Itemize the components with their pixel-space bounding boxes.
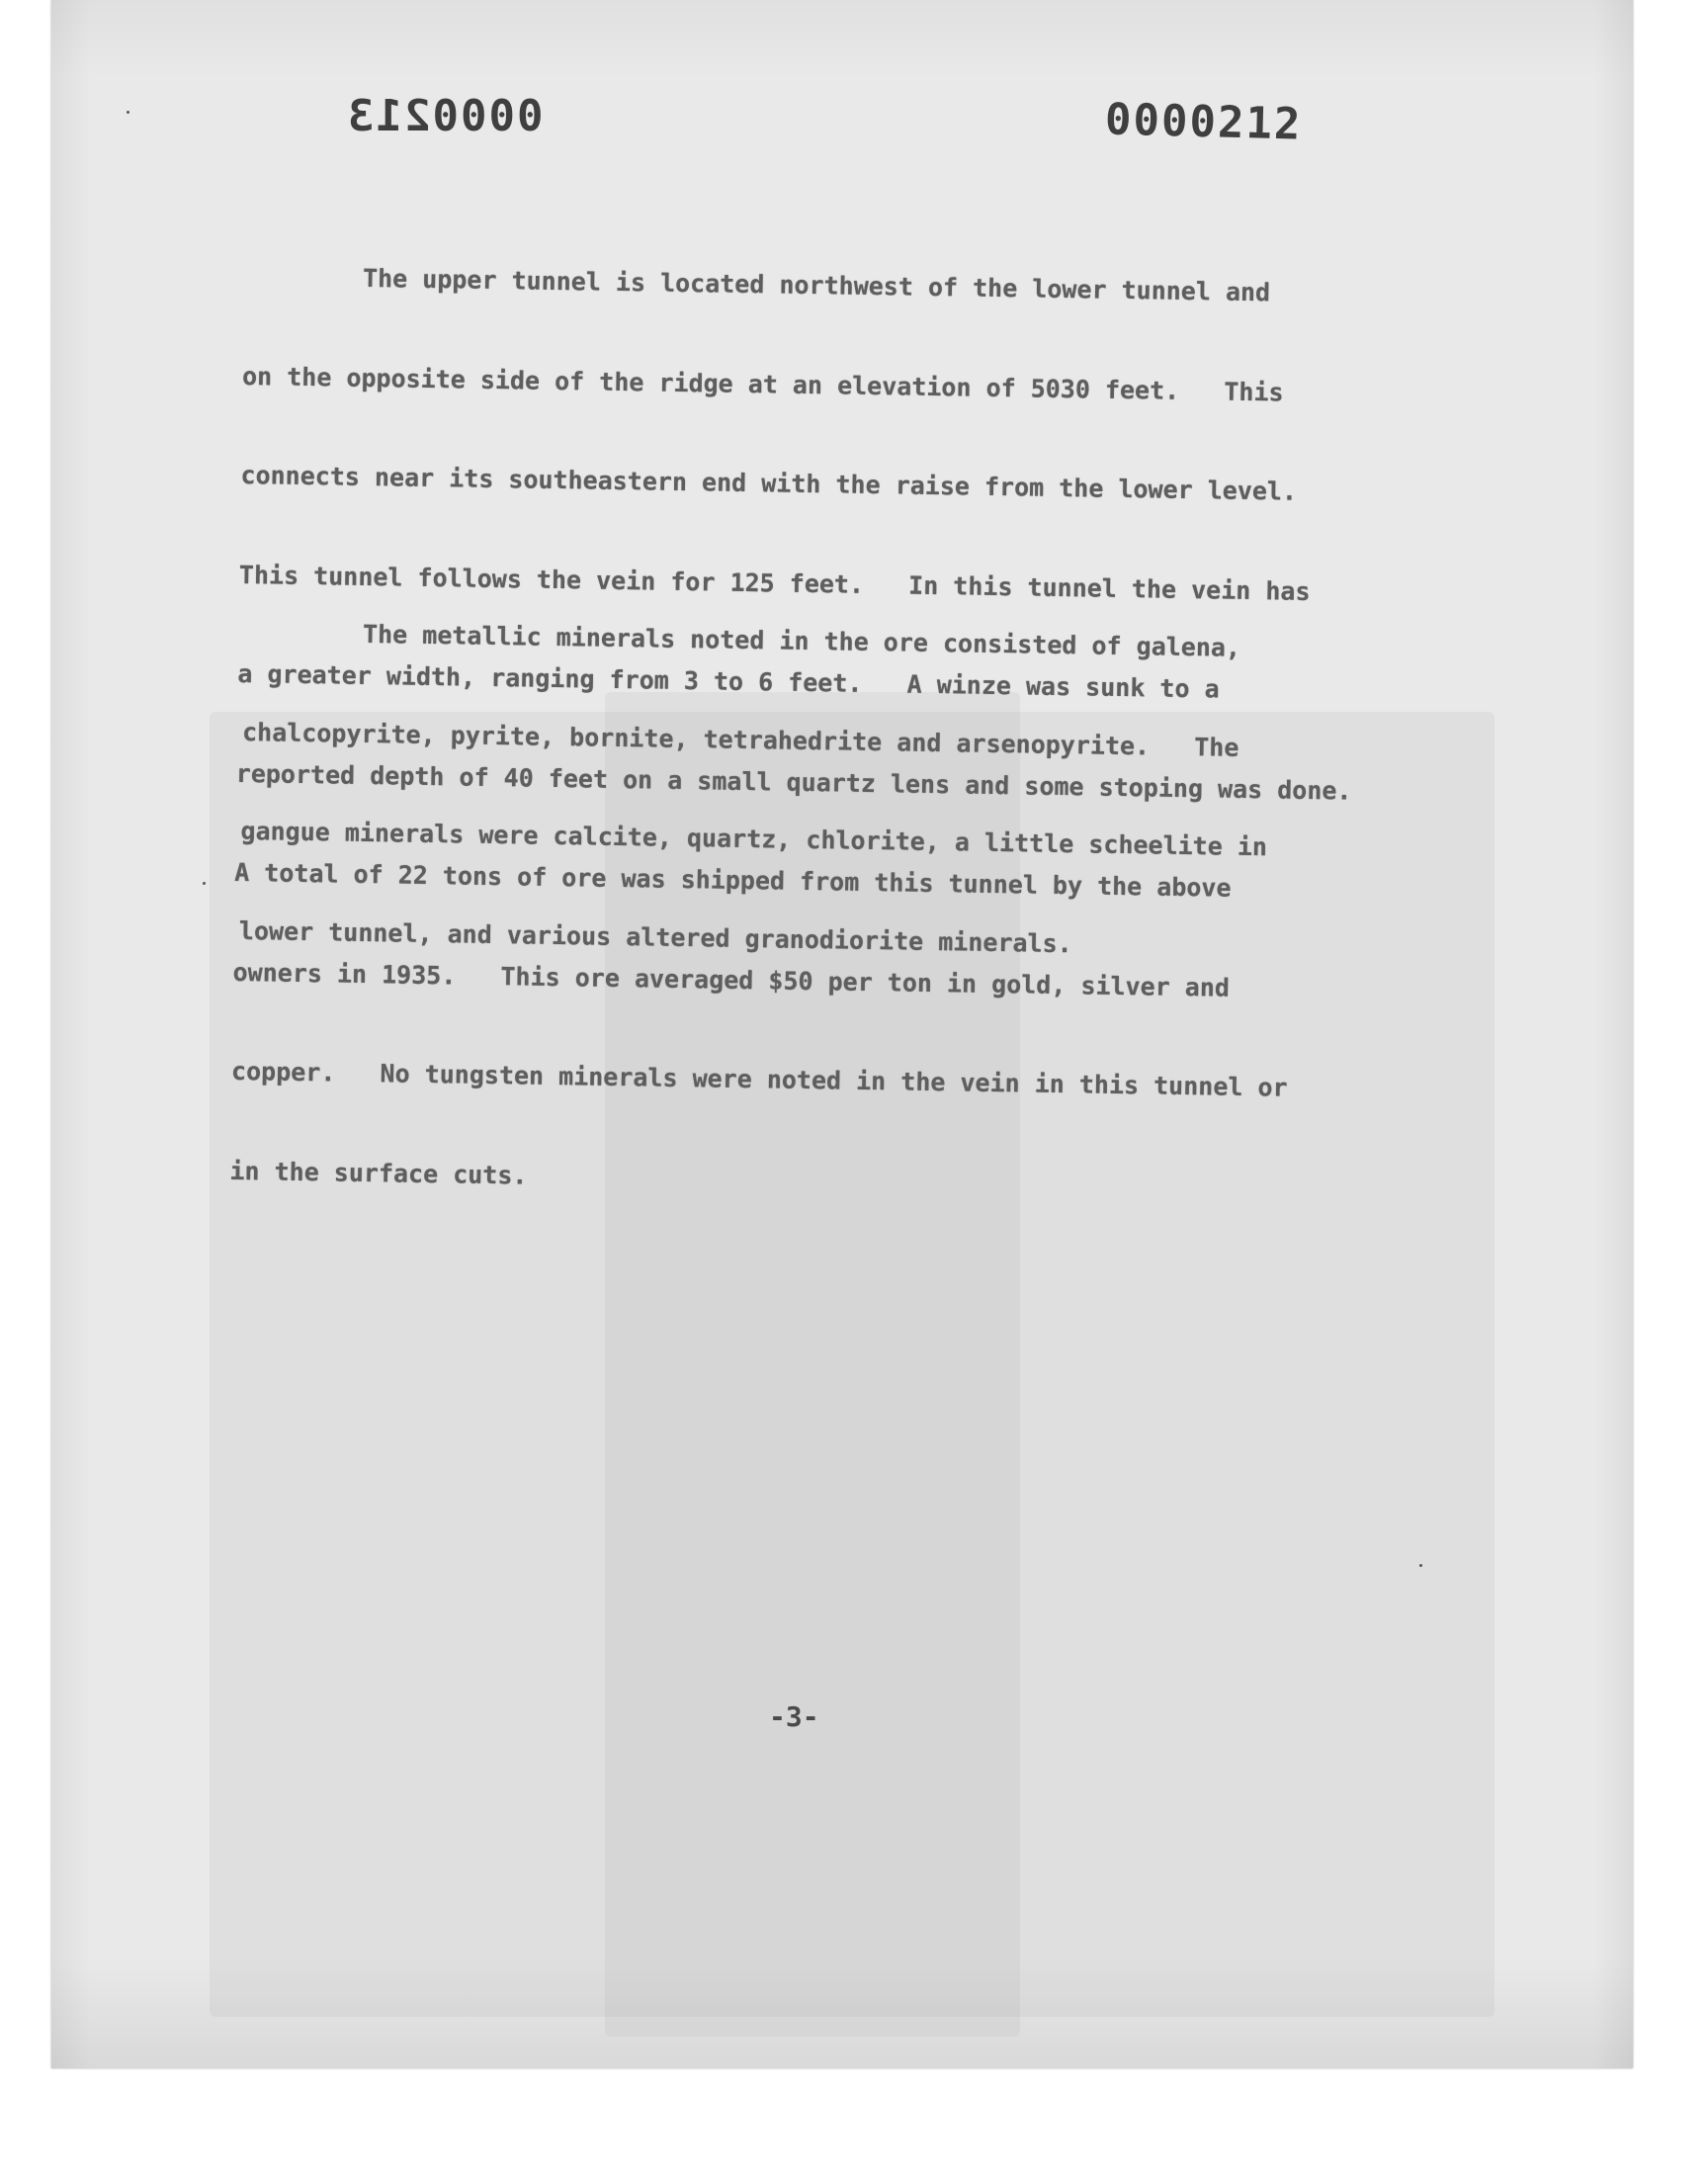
text-line: reported depth of 40 feet on a small quartz lens and some stoping was done. (235, 758, 1352, 806)
text-line: a greater width, ranging from 3 to 6 feet. A winze was sunk to a (237, 658, 1220, 704)
page-number: -3- (769, 1700, 819, 1733)
scan-speck (203, 882, 206, 885)
text-line: in the surface cuts. (229, 1156, 528, 1190)
paragraph-minerals (235, 550, 1471, 1032)
document-number-stamp-mirrored: 0000213 (346, 91, 544, 141)
text-line: This tunnel follows the vein for 125 feet. In this tunnel the vein has (238, 560, 1311, 606)
scan-speck (127, 111, 129, 114)
text-line: lower tunnel, and various altered granodiorite minerals. (238, 915, 1072, 958)
text-line: copper. No tungsten minerals were noted in the vein in this tunnel or (230, 1056, 1288, 1102)
scan-speck (1419, 1564, 1422, 1567)
text-line: on the opposite side of the ridge at an elevation of 5030 feet. This (241, 361, 1284, 407)
text-line: owners in 1935. This ore averaged $50 per ton in gold, silver and (232, 957, 1231, 1002)
text-line: chalcopyrite, pyrite, bornite, tetrahedrite and arsenopyrite. The (241, 717, 1239, 762)
document-number-stamp: 0000212 (1104, 94, 1304, 150)
text-line: A total of 22 tons of ore was shipped from this tunnel by the above (233, 857, 1232, 903)
text-line: gangue minerals were calcite, quartz, chlorite, a little scheelite in (240, 816, 1268, 862)
text-line: connects near its southeastern end with the raise from the lower level. (240, 460, 1298, 506)
text-line: The metallic minerals noted in the ore consisted of galena, (243, 617, 1241, 662)
text-line: The upper tunnel is located northwest of the lower tunnel and (243, 261, 1271, 307)
